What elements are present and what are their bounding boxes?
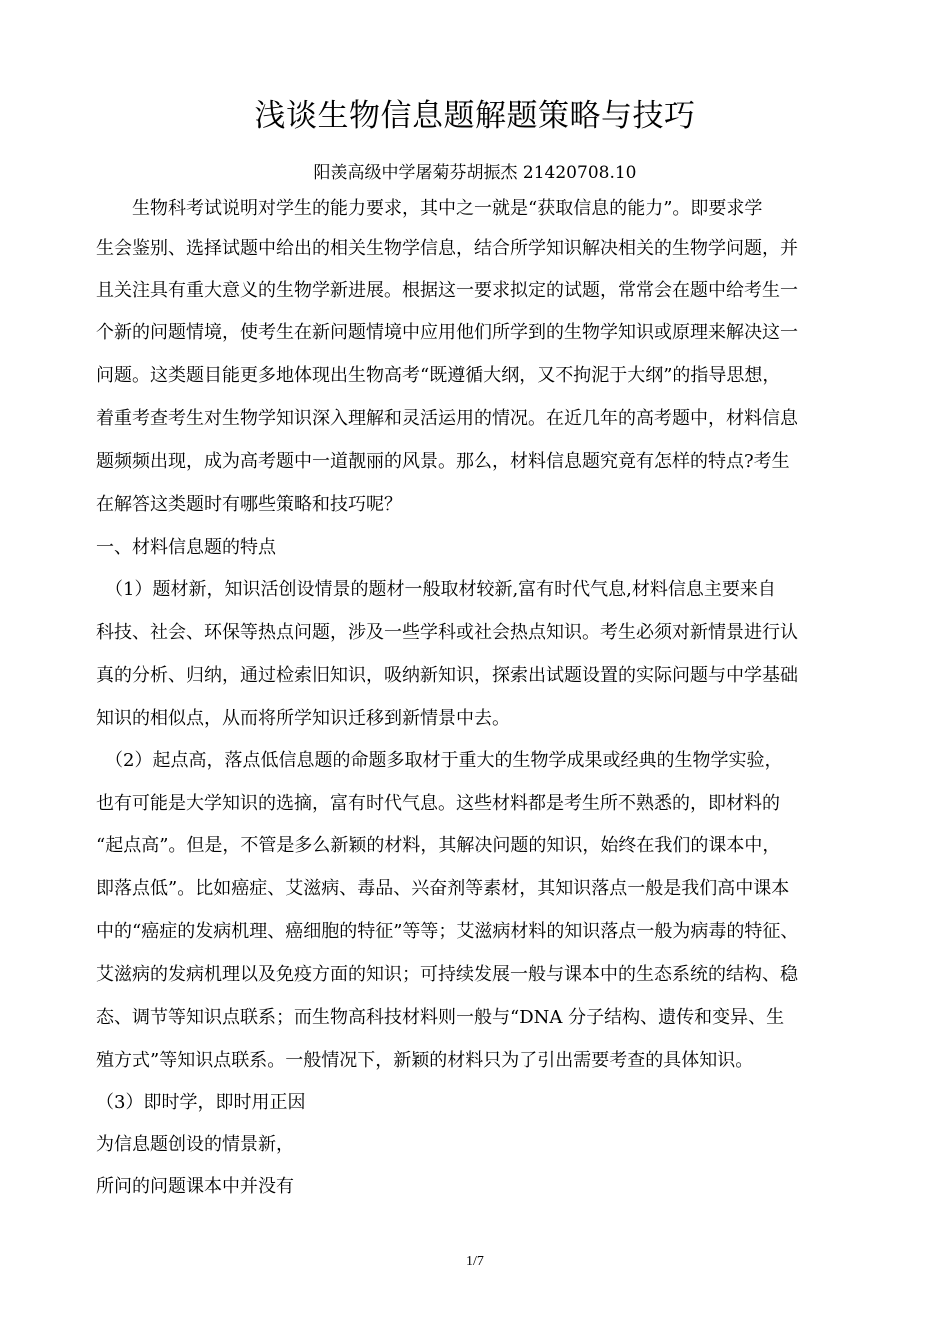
body-line: 在解答这类题时有哪些策略和技巧呢？: [96, 494, 402, 515]
author-line: 阳羡高级中学屠菊芬胡振杰 21420708.10: [313, 163, 637, 183]
body-line: 也有可能是大学知识的选摘，富有时代气息。这些材料都是考生所不熟悉的，即材料的: [96, 793, 780, 814]
section-heading: 一、材料信息题的特点: [96, 537, 276, 558]
body-line: 所问的问题课本中并没有: [96, 1176, 294, 1197]
body-line: （2）起点高，落点低信息题的命题多取材于重大的生物学成果或经典的生物学实验，: [96, 750, 783, 771]
body-line: 为信息题创设的情景新，: [96, 1134, 294, 1155]
body-line: 着重考查考生对生物学知识深入理解和灵活运用的情况。在近几年的高考题中，材料信息: [96, 408, 798, 429]
body-line: 科技、社会、环保等热点问题，涉及一些学科或社会热点知识。考生必须对新情景进行认: [96, 622, 798, 643]
body-line: 个新的问题情境，使考生在新问题情境中应用他们所学到的生物学知识或原理来解决这一: [96, 322, 798, 343]
body-line: 艾滋病的发病机理以及免疫方面的知识；可持续发展一般与课本中的生态系统的结构、稳: [96, 964, 798, 985]
body-line: 态、调节等知识点联系；而生物高科技材料则一般与“DNA 分子结构、遗传和变异、生: [96, 1007, 785, 1028]
body-line: 真的分析、归纳，通过检索旧知识，吸纳新知识，探索出试题设置的实际问题与中学基础: [96, 665, 798, 686]
body-line: 生物科考试说明对学生的能力要求，其中之一就是“获取信息的能力”。即要求学: [96, 198, 763, 219]
body-line: （3）即时学，即时用正因: [96, 1092, 306, 1113]
body-line: 即落点低”。比如癌症、艾滋病、毒品、兴奋剂等素材，其知识落点一般是我们高中课本: [96, 878, 790, 899]
body-line: 生会鉴别、选择试题中给出的相关生物学信息，结合所学知识解决相关的生物学问题，并: [96, 238, 798, 259]
body-line: 问题。这类题目能更多地体现出生物高考“既遵循大纲，又不拘泥于大纲”的指导思想，: [96, 365, 781, 386]
body-line: （1）题材新，知识活创设情景的题材一般取材较新,富有时代气息,材料信息主要来自: [96, 579, 776, 600]
body-line: “起点高”。但是，不管是多么新颖的材料，其解决问题的知识，始终在我们的课本中，: [96, 835, 781, 856]
document-title: 浅谈生物信息题解题策略与技巧: [254, 98, 696, 134]
page-number: 1/7: [466, 1254, 484, 1269]
body-line: 知识的相似点，从而将所学知识迁移到新情景中去。: [96, 708, 510, 729]
body-line: 且关注具有重大意义的生物学新进展。根据这一要求拟定的试题，常常会在题中给考生一: [96, 280, 798, 301]
body-line: 题频频出现，成为高考题中一道靓丽的风景。那么，材料信息题究竟有怎样的特点?考生: [96, 451, 790, 472]
body-line: 中的“癌症的发病机理、癌细胞的特征”等等；艾滋病材料的知识落点一般为病毒的特征、: [96, 921, 799, 942]
body-line: 殖方式”等知识点联系。一般情况下，新颖的材料只为了引出需要考查的具体知识。: [96, 1050, 754, 1071]
